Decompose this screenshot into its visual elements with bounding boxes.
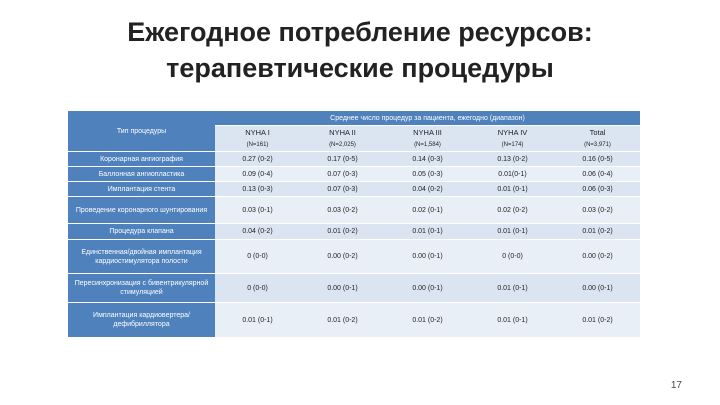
column-sample-size: (N=174) bbox=[470, 139, 555, 151]
column-header: NYHA III bbox=[385, 125, 470, 139]
row-label: Имплантация стента bbox=[68, 181, 215, 196]
table-cell: 0 (0-0) bbox=[470, 239, 555, 273]
group-header: Среднее число процедур за пациента, ежегодно (диапазон) bbox=[215, 111, 640, 125]
table-cell: 0.01 (0-1) bbox=[385, 223, 470, 239]
table-cell: 0.00 (0-2) bbox=[300, 239, 385, 273]
column-header: NYHA I bbox=[215, 125, 300, 139]
column-sample-size: (N=2,025) bbox=[300, 139, 385, 151]
table-cell: 0.27 (0-2) bbox=[215, 151, 300, 166]
column-header: Total bbox=[555, 125, 640, 139]
table-row bbox=[68, 223, 640, 239]
table-cell: 0.02 (0-1) bbox=[385, 196, 470, 223]
table-cell: 0.06 (0-4) bbox=[555, 166, 640, 181]
table-cell: 0.01 (0-2) bbox=[555, 223, 640, 239]
title-line-1: Ежегодное потребление ресурсов: bbox=[127, 17, 593, 47]
table-cell: 0.01 (0-1) bbox=[470, 273, 555, 302]
table-cell: 0.03 (0-1) bbox=[215, 196, 300, 223]
title-line-2: терапевтические процедуры bbox=[166, 53, 554, 83]
table-cell: 0.01 (0-1) bbox=[470, 302, 555, 337]
table-cell: 0.01 (0-2) bbox=[555, 302, 640, 337]
row-label: Единственная/двойная имплантация кардиостимулятора полости bbox=[68, 239, 215, 273]
table-cell: 0.03 (0-2) bbox=[555, 196, 640, 223]
table-row bbox=[68, 239, 640, 273]
table-cell: 0.01 (0-2) bbox=[300, 302, 385, 337]
table-row bbox=[68, 273, 640, 302]
table-cell: 0.00 (0-2) bbox=[555, 239, 640, 273]
page-number: 17 bbox=[670, 380, 682, 391]
table-cell: 0 (0-0) bbox=[215, 239, 300, 273]
column-sample-size: (N=161) bbox=[215, 139, 300, 151]
table-cell: 0.05 (0-3) bbox=[385, 166, 470, 181]
table-cell: 0.06 (0-3) bbox=[555, 181, 640, 196]
column-header: NYHA II bbox=[300, 125, 385, 139]
table-cell: 0.01 (0-1) bbox=[470, 181, 555, 196]
table-row bbox=[68, 151, 640, 166]
table-cell: 0.01 (0-2) bbox=[385, 302, 470, 337]
table-row bbox=[68, 302, 640, 337]
table-cell: 0.01 (0-1) bbox=[470, 223, 555, 239]
procedures-table bbox=[68, 111, 640, 337]
row-label: Процедура клапана bbox=[68, 223, 215, 239]
row-label: Имплантация кардиовертера/дефибриллятора bbox=[68, 302, 215, 337]
type-header: Тип процедуры bbox=[68, 111, 215, 151]
table-cell: 0.00 (0-1) bbox=[385, 273, 470, 302]
table-cell: 0.01 (0-1) bbox=[215, 302, 300, 337]
column-header: NYHA IV bbox=[470, 125, 555, 139]
row-label: Баллонная ангиопластика bbox=[68, 166, 215, 181]
table-cell: 0.13 (0-3) bbox=[215, 181, 300, 196]
table-cell: 0.03 (0-2) bbox=[300, 196, 385, 223]
row-label: Пересинхронизация с бивентрикулярной стимуляцией bbox=[68, 273, 215, 302]
row-label: Проведение коронарного шунтирования bbox=[68, 196, 215, 223]
table-cell: 0.01 (0-2) bbox=[300, 223, 385, 239]
table-cell: 0.07 (0-3) bbox=[300, 181, 385, 196]
table-cell: 0.04 (0-2) bbox=[215, 223, 300, 239]
table-cell: 0.14 (0-3) bbox=[385, 151, 470, 166]
table-cell: 0.04 (0-2) bbox=[385, 181, 470, 196]
table-cell: 0.16 (0-5) bbox=[555, 151, 640, 166]
table-row bbox=[68, 196, 640, 223]
column-sample-size: (N=3,971) bbox=[555, 139, 640, 151]
column-sample-size: (N=1,584) bbox=[385, 139, 470, 151]
table-cell: 0.13 (0-2) bbox=[470, 151, 555, 166]
table-cell: 0 (0-0) bbox=[215, 273, 300, 302]
table-cell: 0.00 (0-1) bbox=[385, 239, 470, 273]
table-row bbox=[68, 181, 640, 196]
row-label: Коронарная ангиография bbox=[68, 151, 215, 166]
table-cell: 0.17 (0-5) bbox=[300, 151, 385, 166]
slide-title bbox=[0, 14, 720, 86]
table-cell: 0.02 (0-2) bbox=[470, 196, 555, 223]
table-cell: 0.07 (0-3) bbox=[300, 166, 385, 181]
table-cell: 0.00 (0-1) bbox=[555, 273, 640, 302]
table-cell: 0.01(0-1) bbox=[470, 166, 555, 181]
table-cell: 0.09 (0-4) bbox=[215, 166, 300, 181]
table-cell: 0.00 (0-1) bbox=[300, 273, 385, 302]
table-row bbox=[68, 166, 640, 181]
